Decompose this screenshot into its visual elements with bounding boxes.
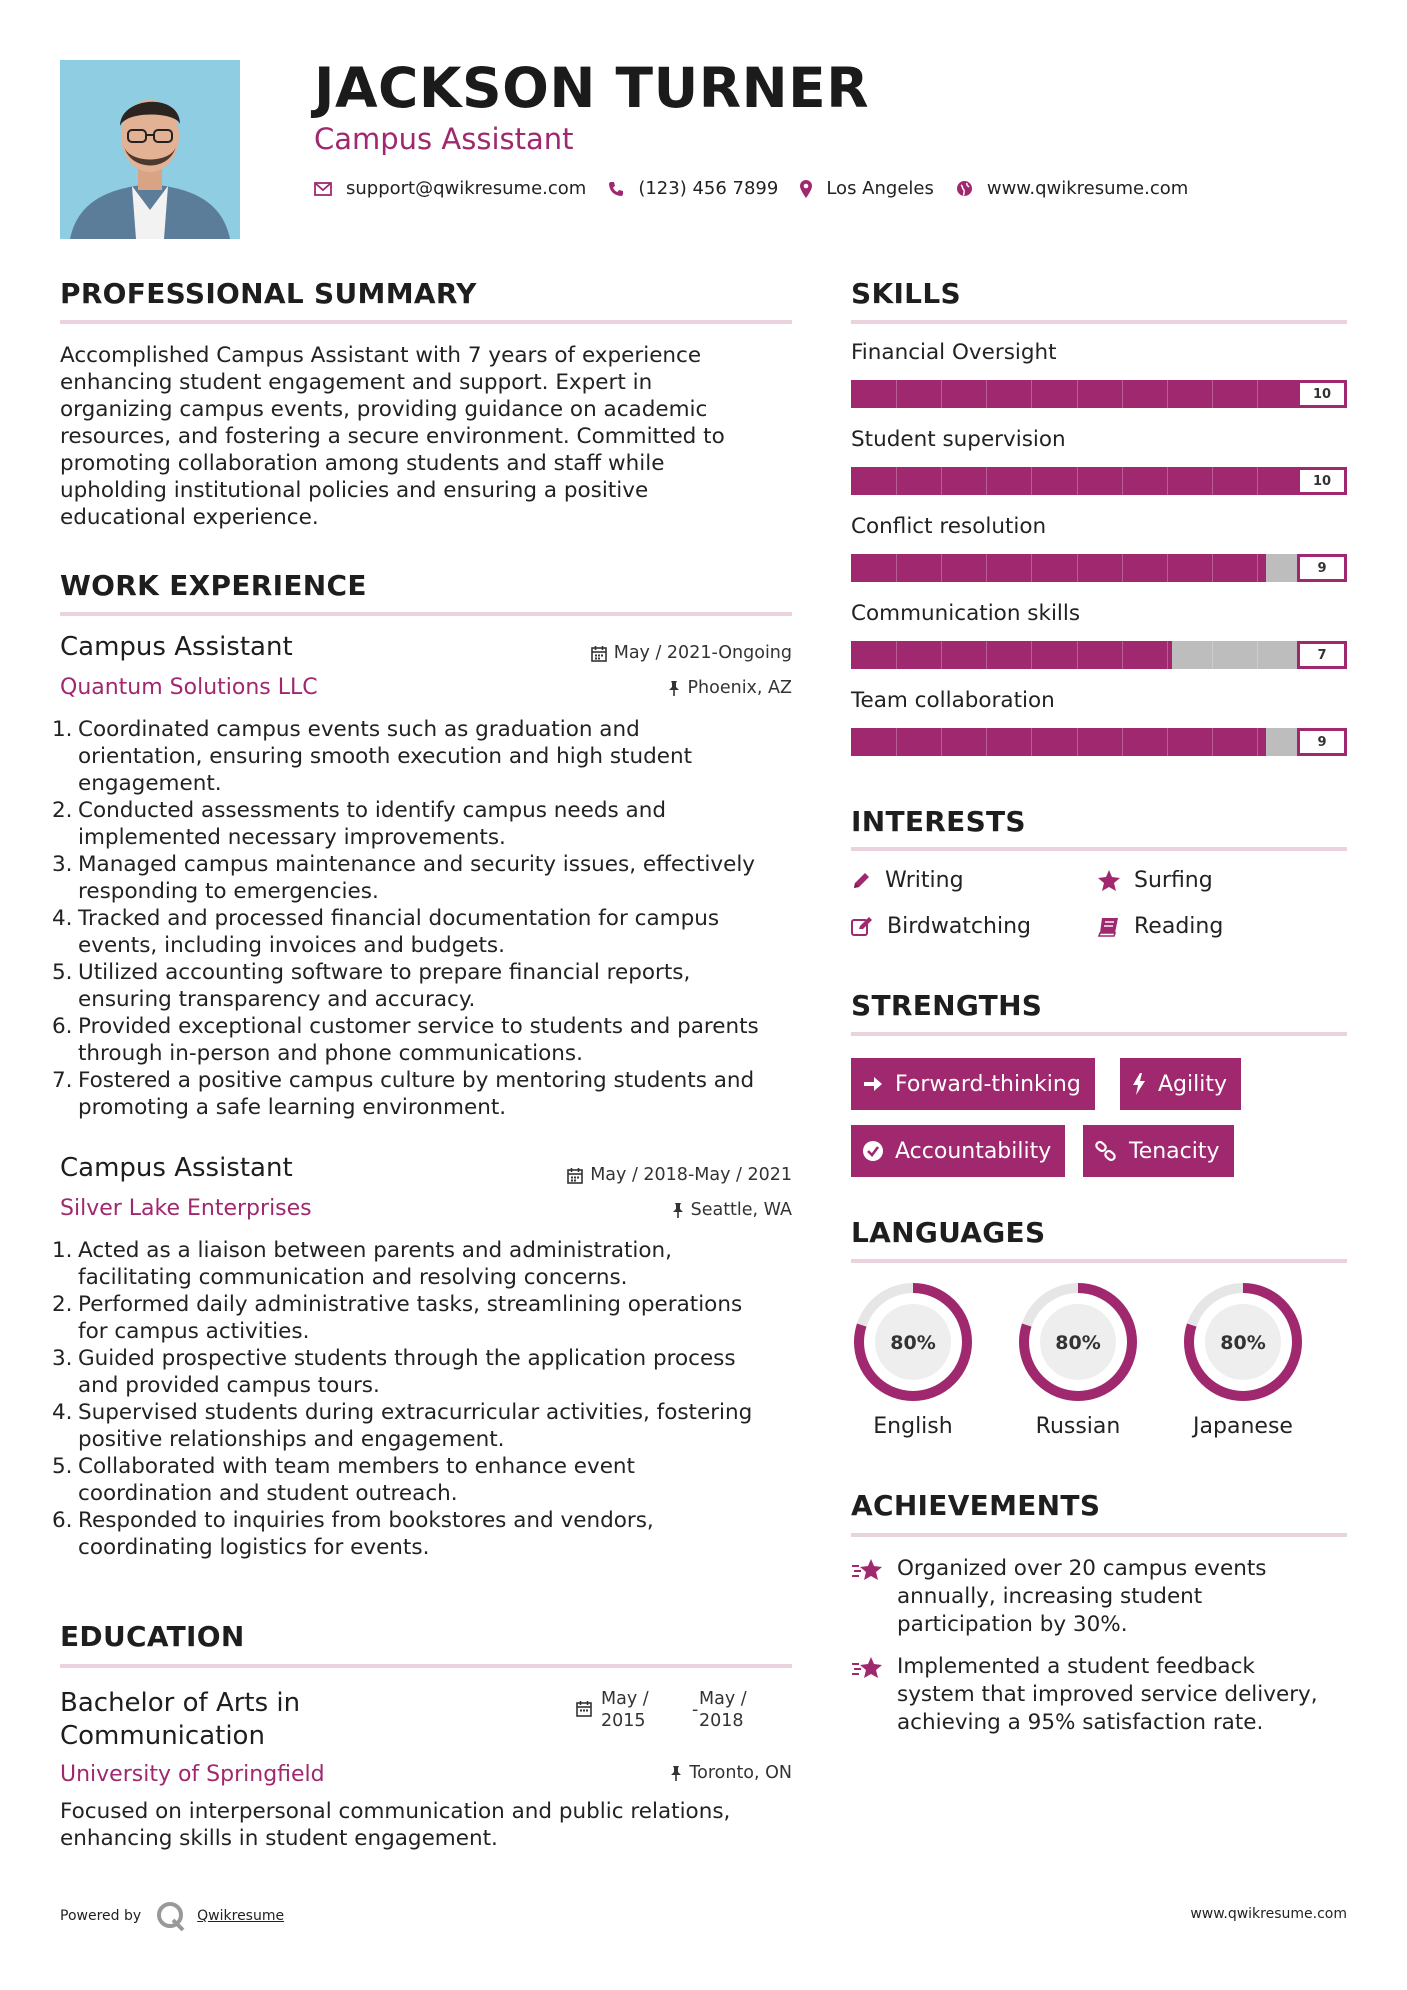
skill-bar	[851, 641, 1347, 669]
skill-bar-segment	[1122, 728, 1123, 756]
list-item: 4. Supervised students during extracurricular activities, fostering positive relationships and engagement.	[52, 1400, 753, 1452]
calendar-icon	[576, 1700, 592, 1717]
skill-bar-segment	[1122, 641, 1123, 669]
degree-title: Bachelor of Arts in Communication	[60, 1688, 301, 1751]
list-item: 2. Performed daily administrative tasks, streamlining operations for campus activities.	[52, 1292, 743, 1344]
job-dates	[567, 1165, 792, 1185]
achievements-heading: ACHIEVEMENTS	[851, 1489, 1101, 1522]
skill-score: 10	[1297, 380, 1347, 408]
skill-bar-fill	[851, 728, 1266, 756]
skill-score: 9	[1297, 728, 1347, 756]
pencil-icon	[851, 871, 871, 891]
education-heading: EDUCATION	[60, 1620, 245, 1653]
edit-icon	[851, 917, 873, 937]
skill-bar-segment	[986, 467, 987, 495]
language-ring	[1181, 1280, 1305, 1404]
education-description: Focused on interpersonal communication and public relations, enhancing skills in student engagement.	[60, 1799, 731, 1851]
education-end-date: May / 2018	[699, 1689, 747, 1731]
pin-icon	[672, 1202, 684, 1219]
skill-bar-segment	[1031, 380, 1032, 408]
education-calendar	[576, 1700, 592, 1721]
skill-bar-segment	[1031, 467, 1032, 495]
skill-bar	[851, 380, 1347, 408]
skill-label: Financial Oversight	[851, 340, 1057, 365]
skill-bar-segment	[1167, 467, 1168, 495]
job-title: Campus Assistant	[60, 1153, 293, 1183]
languages-heading: LANGUAGES	[851, 1216, 1046, 1249]
skill-bar-segment	[1031, 641, 1032, 669]
skill-bar-segment	[1167, 641, 1168, 669]
contact-bar	[314, 178, 1210, 199]
skill-bar-segment	[1257, 728, 1258, 756]
education-location-text: Toronto, ON	[689, 1763, 792, 1783]
shooting-star-icon	[851, 1557, 885, 1583]
skill-bar-segment	[1257, 467, 1258, 495]
skill-bar-segment	[941, 380, 942, 408]
list-item: 1. Acted as a liaison between parents and administration, facilitating communication and resolving concerns.	[52, 1238, 673, 1290]
list-item: 3. Managed campus maintenance and security issues, effectively responding to emergencies.	[52, 852, 756, 904]
language-progress-ring	[851, 1280, 975, 1404]
star-icon	[1098, 870, 1120, 891]
skill-bar-segment	[1122, 380, 1123, 408]
skill-bar-segment	[896, 380, 897, 408]
bolt-icon	[1132, 1073, 1146, 1095]
skill-bar-segment	[1257, 554, 1258, 582]
contact-website[interactable]	[956, 178, 1188, 199]
skill-bar-segment	[986, 728, 987, 756]
language-progress-ring	[1181, 1280, 1305, 1404]
list-item: 2. Conducted assessments to identify campus needs and implemented necessary improvements.	[52, 798, 667, 850]
calendar-icon	[591, 645, 607, 662]
skill-bar-segment	[1077, 554, 1078, 582]
list-item: 3. Guided prospective students through the application process and provided campus tours.	[52, 1346, 736, 1398]
skill-bar-segment	[1167, 554, 1168, 582]
language-progress-ring	[1016, 1280, 1140, 1404]
qwikresume-logo-icon	[155, 1900, 189, 1932]
skill-bar-segment	[986, 554, 987, 582]
language-name: Russian	[1035, 1414, 1121, 1439]
skill-bar-segment	[1257, 641, 1258, 669]
interest-writing: Writing	[851, 868, 964, 893]
interest-birdwatching: Birdwatching	[851, 914, 1031, 939]
strength-chip: Forward-thinking	[851, 1058, 1095, 1110]
strength-chip: Accountability	[851, 1125, 1065, 1177]
experience-heading: WORK EXPERIENCE	[60, 569, 367, 602]
skill-bar-segment	[1077, 641, 1078, 669]
skill-bar-segment	[1077, 467, 1078, 495]
skills-heading: SKILLS	[851, 277, 961, 310]
skill-score: 7	[1297, 641, 1347, 669]
strength-chip: Tenacity	[1083, 1125, 1234, 1177]
skill-bar-segment	[1031, 728, 1032, 756]
summary-line: promoting collaboration among students and staff while	[60, 451, 665, 476]
candidate-name: JACKSON TURNER	[314, 56, 870, 120]
job-company: Quantum Solutions LLC	[60, 675, 318, 700]
list-item: 5. Utilized accounting software to prepare financial reports, ensuring transparency and accuracy.	[52, 960, 691, 1012]
skill-bar-segment	[1212, 641, 1213, 669]
pin-icon	[670, 1765, 682, 1782]
skill-bar-fill	[851, 641, 1172, 669]
skill-bar	[851, 467, 1347, 495]
candidate-title: Campus Assistant	[314, 122, 574, 156]
job-duties-list	[52, 716, 800, 1121]
job-location	[672, 1200, 792, 1220]
email-text: support@qwikresume.com	[346, 178, 587, 199]
interests-divider	[851, 847, 1347, 851]
skill-bar-segment	[941, 554, 942, 582]
skill-bar-fill	[851, 554, 1266, 582]
job-location-text: Seattle, WA	[690, 1200, 792, 1220]
skill-bar-segment	[1212, 554, 1213, 582]
skill-label: Student supervision	[851, 427, 1066, 452]
languages-divider	[851, 1259, 1347, 1263]
interest-surfing: Surfing	[1098, 868, 1213, 893]
strength-chip: Agility	[1120, 1058, 1241, 1110]
job-location	[668, 678, 792, 698]
summary-line: educational experience.	[60, 505, 319, 530]
list-item: 1. Coordinated campus events such as graduation and orientation, ensuring smooth execution and high student engagement.	[52, 717, 693, 796]
shooting-star-icon	[851, 1655, 885, 1681]
contact-phone[interactable]	[608, 178, 778, 199]
skill-bar-segment	[1212, 728, 1213, 756]
school-name: University of Springfield	[60, 1762, 325, 1787]
language-ring	[1016, 1280, 1140, 1404]
globe-icon	[956, 180, 973, 197]
skill-bar-fill	[851, 380, 1347, 408]
skill-bar-segment	[896, 554, 897, 582]
arrow-right-icon	[863, 1075, 883, 1093]
book-icon	[1098, 917, 1120, 937]
summary-text	[60, 342, 800, 531]
job-dates-text: May / 2018-May / 2021	[590, 1165, 792, 1185]
skill-bar	[851, 554, 1347, 582]
contact-location	[800, 178, 934, 199]
summary-divider	[60, 320, 792, 324]
skill-bar-segment	[1257, 380, 1258, 408]
skill-bar-segment	[896, 641, 897, 669]
skill-label: Conflict resolution	[851, 514, 1047, 539]
skill-bar-segment	[1212, 380, 1213, 408]
phone-icon	[608, 181, 624, 197]
skill-bar-segment	[986, 641, 987, 669]
map-marker-icon	[800, 180, 812, 198]
achievement-item: Organized over 20 campus events annually, increasing student participation by 30%.	[851, 1555, 1347, 1639]
list-item: 6. Responded to inquiries from bookstores and vendors, coordinating logistics for events.	[52, 1508, 654, 1560]
job-dates	[591, 643, 792, 663]
skill-bar-fill	[851, 467, 1347, 495]
strengths-divider	[851, 1032, 1347, 1036]
education-divider	[60, 1664, 792, 1668]
language-name: English	[873, 1414, 953, 1439]
summary-line: upholding institutional policies and ensuring a positive	[60, 478, 649, 503]
skill-bar-segment	[1212, 467, 1213, 495]
calendar-icon	[567, 1167, 583, 1184]
education-location	[670, 1763, 792, 1783]
contact-email[interactable]	[314, 178, 586, 199]
profile-photo	[60, 60, 240, 239]
interest-reading: Reading	[1098, 914, 1223, 939]
powered-by-label: Powered by	[60, 1908, 142, 1924]
skill-bar-segment	[1167, 380, 1168, 408]
skill-bar-segment	[896, 467, 897, 495]
pin-icon	[668, 680, 680, 697]
skill-bar-segment	[1077, 728, 1078, 756]
check-circle-icon	[863, 1141, 883, 1161]
strengths-heading: STRENGTHS	[851, 989, 1043, 1022]
list-item: 4. Tracked and processed financial documentation for campus events, including invoices and budgets.	[52, 906, 720, 958]
envelope-icon	[314, 182, 332, 196]
skills-divider	[851, 320, 1347, 324]
skill-bar-segment	[986, 380, 987, 408]
summary-line: enhancing student engagement and support. Expert in	[60, 370, 653, 395]
summary-line: resources, and fostering a secure environment. Committed to	[60, 424, 725, 449]
skill-bar-segment	[1031, 554, 1032, 582]
footer-powered-by	[60, 1900, 284, 1932]
list-item: 6. Provided exceptional customer service to students and parents through in-person and phone communications.	[52, 1014, 759, 1066]
language-ring	[851, 1280, 975, 1404]
list-item: 7. Fostered a positive campus culture by mentoring students and promoting a safe learning environment.	[52, 1068, 755, 1120]
job-title: Campus Assistant	[60, 632, 293, 662]
summary-line: Accomplished Campus Assistant with 7 years of experience	[60, 343, 702, 368]
language-percent: 80%	[1055, 1332, 1101, 1354]
skill-bar-segment	[941, 728, 942, 756]
footer-site[interactable]: www.qwikresume.com	[1190, 1906, 1347, 1922]
job-company: Silver Lake Enterprises	[60, 1196, 312, 1221]
education-start-date: May / 2015	[601, 1689, 649, 1731]
skill-label: Communication skills	[851, 601, 1081, 626]
qwikresume-link[interactable]: Qwikresume	[197, 1908, 285, 1924]
job-location-text: Phoenix, AZ	[687, 678, 792, 698]
experience-divider	[60, 612, 792, 616]
list-item: 5. Collaborated with team members to enhance event coordination and student outreach.	[52, 1454, 635, 1506]
job-duties-list	[52, 1237, 800, 1561]
skill-bar-segment	[1077, 380, 1078, 408]
date-dash: -	[692, 1700, 699, 1720]
location-text: Los Angeles	[826, 178, 934, 199]
skill-bar-segment	[896, 728, 897, 756]
language-percent: 80%	[1220, 1332, 1266, 1354]
link-icon	[1095, 1140, 1117, 1162]
achievement-item: Implemented a student feedback system that improved service delivery, achieving a 95% satisfaction rate.	[851, 1653, 1347, 1737]
skill-bar-segment	[1167, 728, 1168, 756]
interests-heading: INTERESTS	[851, 805, 1026, 838]
job-dates-text: May / 2021-Ongoing	[613, 643, 792, 663]
skill-bar-segment	[941, 467, 942, 495]
skill-score: 10	[1297, 467, 1347, 495]
skill-bar-segment	[1122, 554, 1123, 582]
phone-text: (123) 456 7899	[638, 178, 779, 199]
skill-bar-segment	[941, 641, 942, 669]
skill-bar-segment	[1122, 467, 1123, 495]
summary-line: organizing campus events, providing guidance on academic	[60, 397, 708, 422]
website-text: www.qwikresume.com	[986, 178, 1189, 199]
skill-score: 9	[1297, 554, 1347, 582]
skill-bar	[851, 728, 1347, 756]
summary-heading: PROFESSIONAL SUMMARY	[60, 277, 477, 310]
language-percent: 80%	[890, 1332, 936, 1354]
skill-label: Team collaboration	[851, 688, 1055, 713]
language-name: Japanese	[1193, 1414, 1293, 1439]
achievements-divider	[851, 1533, 1347, 1537]
